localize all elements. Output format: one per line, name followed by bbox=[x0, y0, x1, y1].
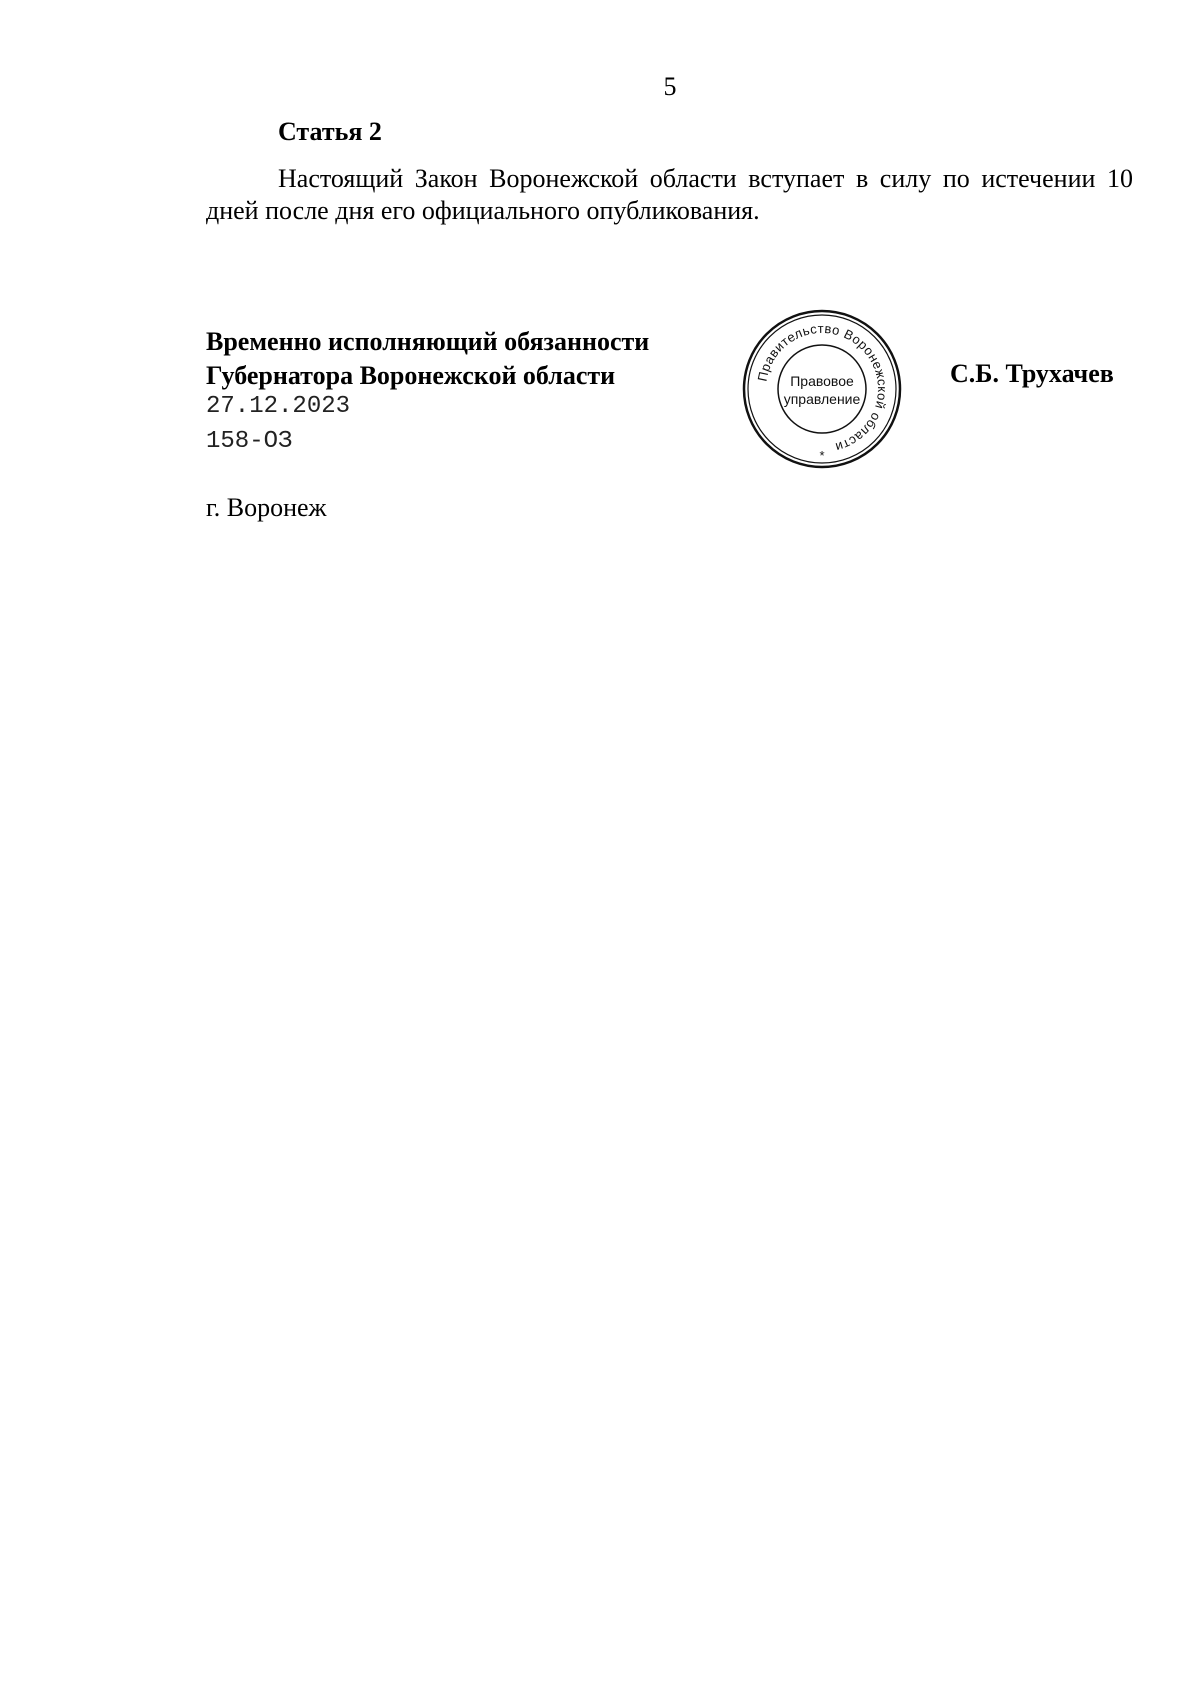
law-number: 158-ОЗ bbox=[206, 428, 293, 455]
signer-name: С.Б. Трухачев bbox=[950, 359, 1114, 388]
stamp-inner-line-1: Правовое bbox=[790, 373, 854, 389]
stamp-outer-text: Правительство Воронежской области bbox=[754, 320, 891, 456]
signature-position bbox=[206, 325, 649, 393]
page-number: 5 bbox=[663, 72, 677, 101]
stamp-inner-line-2: управление bbox=[783, 391, 861, 407]
signature-position-line-2: Губернатора Воронежской области bbox=[206, 361, 616, 390]
stamp-outer-ring-2 bbox=[748, 315, 896, 463]
article-title: Статья 2 bbox=[278, 117, 382, 146]
stamp-star: * bbox=[819, 448, 825, 463]
official-stamp bbox=[741, 308, 903, 470]
law-date: 27.12.2023 bbox=[206, 393, 351, 420]
signature-position-line-1: Временно исполняющий обязанности bbox=[206, 327, 650, 356]
article-body: Настоящий Закон Воронежской области вступает в силу по истечении 10 дней после дня его официального опубликования. bbox=[206, 164, 1133, 225]
stamp-inner-ring bbox=[778, 345, 866, 433]
city: г. Воронеж bbox=[206, 493, 327, 522]
